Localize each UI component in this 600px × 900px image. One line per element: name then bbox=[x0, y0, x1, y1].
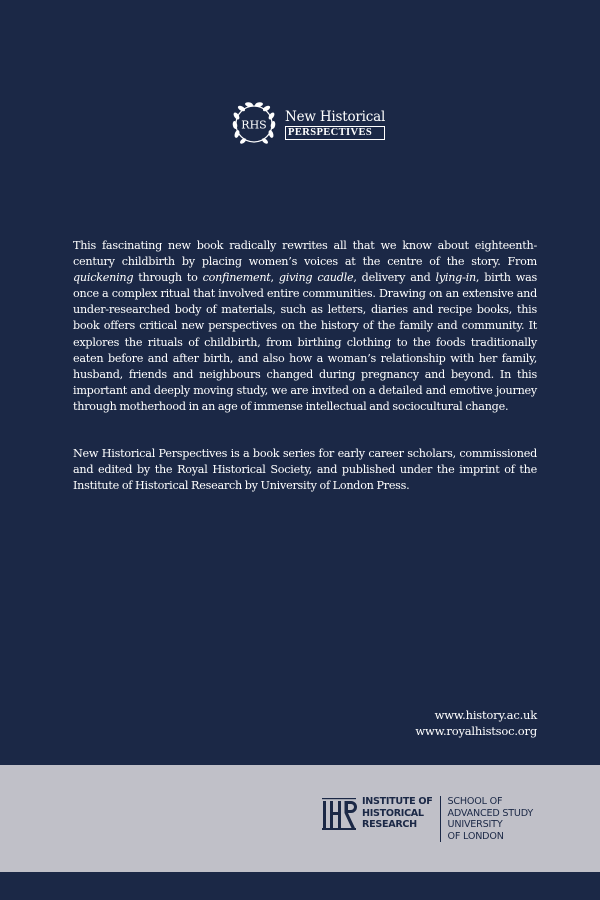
series-description: New Historical Perspectives is a book series for early career scholars, commissioned and edited by the Royal Historical Society, and published under the imprint of the Institute of Historical Research by University of London Press. bbox=[73, 447, 537, 493]
rhs-logo bbox=[229, 98, 385, 150]
rhs-seal-icon bbox=[229, 99, 279, 149]
rhs-line2: PERSPECTIVES bbox=[285, 126, 385, 140]
book-description: This fascinating new book radically rewrites all that we know about eighteenth-century childbirth by placing women’s voices at the centre of the story. From quickening through to confinement, giving caudle, delivery and lying-in, birth was once a complex ritual that involved entire communities. Drawing on an extensive and under-researched body of materials, such as letters, diaries and recipe books, this book offers critical new perspectives on the history of the family and community. It explores the rituals of childbirth, from birthing clothing to the foods traditionally eaten before and after birth, and also how a woman’s relationship with her family, husband, friends and neighbours changed during pregnancy and beyond. In this important and deeply moving study, we are invited on a detailed and emotive journey through motherhood in an age of immense intellectual and sociocultural change. bbox=[73, 239, 537, 413]
website-links bbox=[415, 707, 537, 739]
url-history[interactable]: www.history.ac.uk bbox=[434, 708, 537, 722]
logo-divider bbox=[440, 796, 441, 842]
ihr-sas-logo bbox=[322, 796, 533, 846]
svg-text:RHS: RHS bbox=[241, 118, 267, 132]
sas-name: SCHOOL OF ADVANCED STUDY UNIVERSITY OF LONDON bbox=[447, 796, 534, 842]
url-royalhistsoc[interactable]: www.royalhistsoc.org bbox=[415, 724, 537, 738]
rhs-wordmark bbox=[285, 109, 385, 140]
ihr-name: INSTITUTE OF HISTORICAL RESEARCH bbox=[362, 796, 433, 830]
footer-strip bbox=[0, 872, 600, 900]
rhs-line1: New Historical bbox=[285, 108, 386, 125]
ihr-mark-icon bbox=[322, 797, 356, 833]
